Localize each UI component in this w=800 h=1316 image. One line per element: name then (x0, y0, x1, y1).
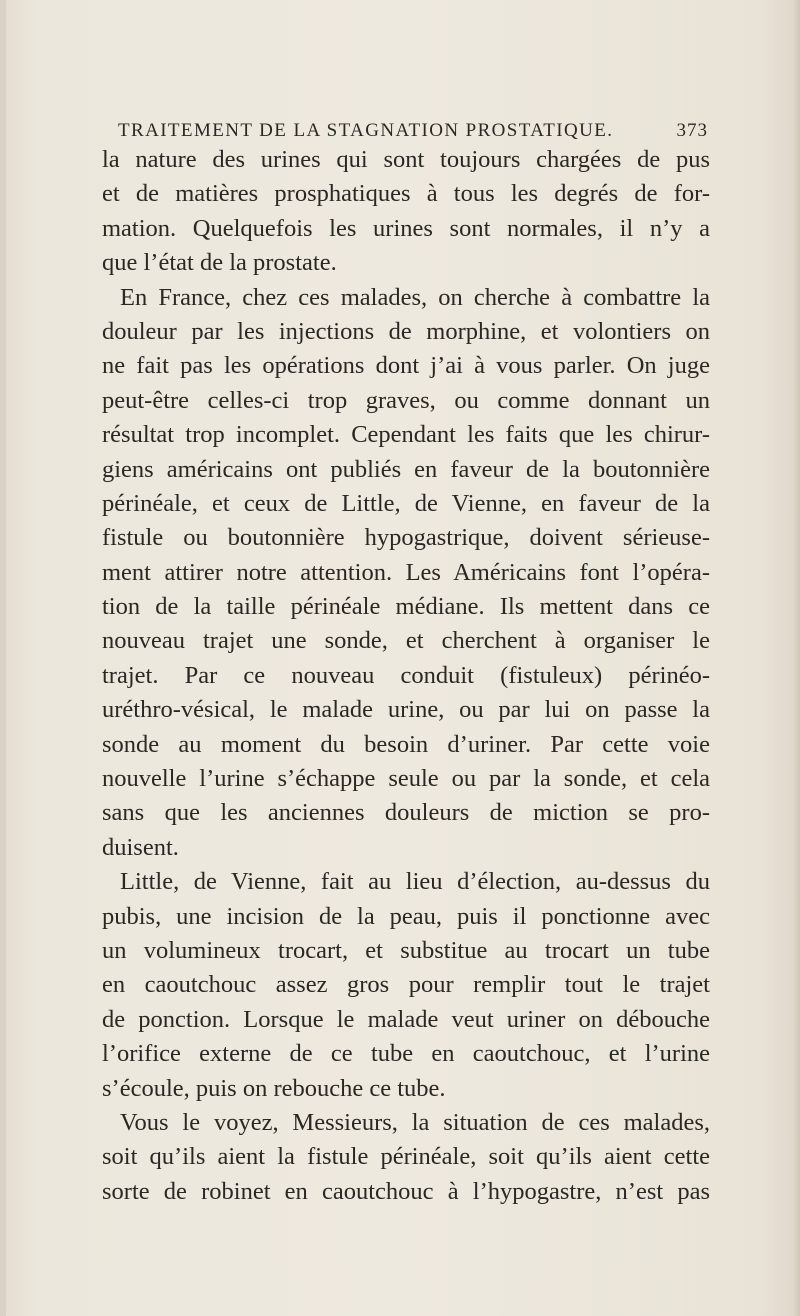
page-right-edge (792, 0, 800, 1316)
text-line: sorte de robinet en caoutchouc à l’hypogastre, n’est pas (102, 1177, 710, 1205)
page-left-edge (0, 0, 6, 1316)
text-line: giens américains ont publiés en faveur de la boutonnière (102, 455, 710, 483)
text-line: Vous le voyez, Messieurs, la situation de ces malades, (120, 1108, 710, 1136)
text-line: de ponction. Lorsque le malade veut uriner on débouche (102, 1005, 710, 1033)
text-line: nouveau trajet une sonde, et cherchent à organiser le (102, 627, 710, 655)
text-line: nouvelle l’urine s’échappe seule ou par la sonde, et cela (102, 765, 710, 793)
text-line: résultat trop incomplet. Cependant les faits que les chirur- (102, 421, 710, 449)
text-line: fistule ou boutonnière hypogastrique, doivent sérieuse- (102, 524, 710, 552)
text-line: Little, de Vienne, fait au lieu d’élection, au-dessus du (120, 868, 710, 896)
text-line: ment attirer notre attention. Les Américains font l’opéra- (102, 558, 710, 586)
text-line: la nature des urines qui sont toujours chargées de pus (102, 146, 710, 173)
text-line: périnéale, et ceux de Little, de Vienne, en faveur de la (102, 489, 710, 517)
text-line: l’orifice externe de ce tube en caoutchouc, et l’urine (102, 1040, 710, 1068)
text-line: sonde au moment du besoin d’uriner. Par cette voie (102, 730, 710, 758)
text-line: en caoutchouc assez gros pour remplir tout le trajet (102, 971, 710, 999)
page-number: 373 (676, 120, 708, 141)
text-line: ne fait pas les opérations dont j’ai à vous parler. On juge (102, 352, 710, 380)
text-line: uréthro-vésical, le malade urine, ou par lui on passe la (102, 696, 710, 724)
body-text (102, 143, 710, 1209)
text-line: et de matières prosphatiques à tous les degrés de for- (102, 180, 710, 208)
running-title: TRAITEMENT DE LA STAGNATION PROSTATIQUE. (118, 120, 614, 141)
text-line: un volumineux trocart, et substitue au trocart un tube (102, 936, 710, 964)
text-line: sans que les anciennes douleurs de miction se pro- (102, 799, 710, 827)
text-line: que l’état de la prostate. (102, 249, 337, 277)
text-line: douleur par les injections de morphine, et volontiers on (102, 317, 710, 345)
text-line: duisent. (102, 833, 179, 861)
text-line: mation. Quelquefois les urines sont normales, il n’y a (102, 214, 710, 242)
text-line: trajet. Par ce nouveau conduit (fistuleux) périnéo- (102, 661, 710, 689)
text-line: peut-être celles-ci trop graves, ou comme donnant un (102, 386, 710, 414)
text-line: pubis, une incision de la peau, puis il ponctionne avec (102, 902, 710, 930)
text-line: s’écoule, puis on rebouche ce tube. (102, 1074, 446, 1102)
text-line: soit qu’ils aient la fistule périnéale, soit qu’ils aient cette (102, 1143, 710, 1171)
text-line: En France, chez ces malades, on cherche à combattre la (120, 283, 710, 311)
text-line: tion de la taille périnéale médiane. Ils mettent dans ce (102, 593, 710, 621)
